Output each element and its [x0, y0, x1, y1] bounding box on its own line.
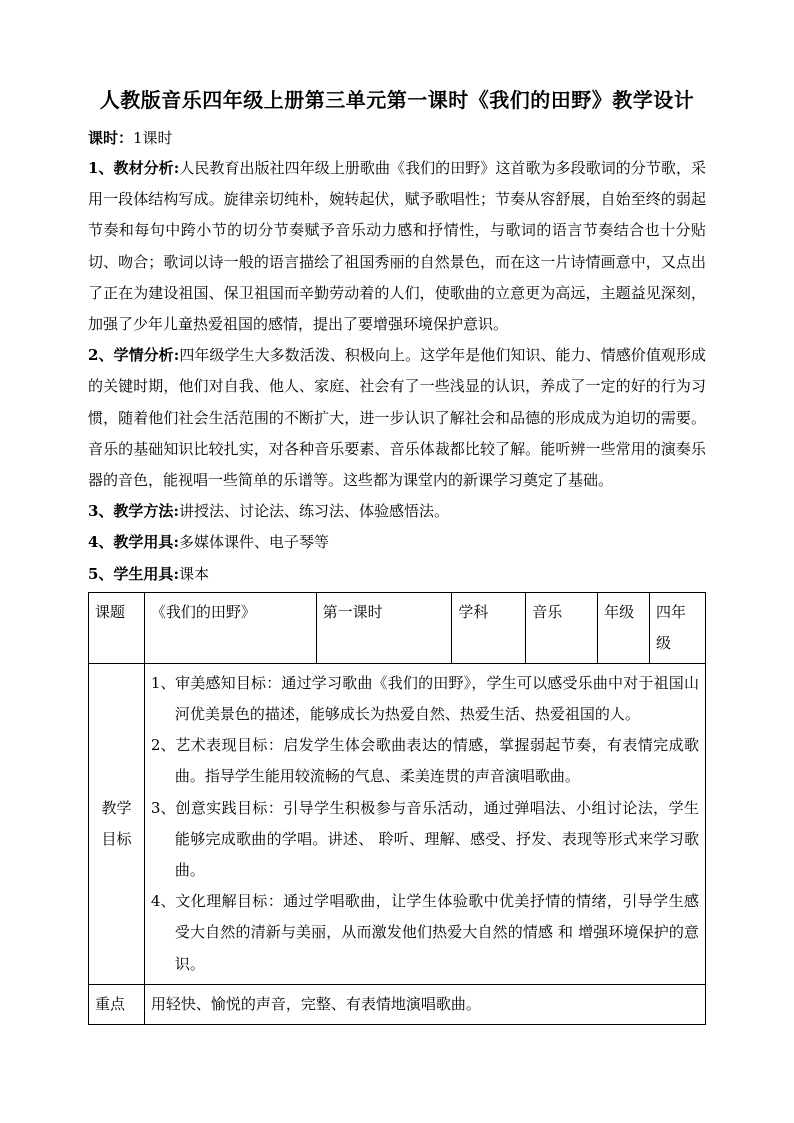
section-text: 多媒体课件、电子琴等 — [178, 533, 329, 552]
section-label: 3、教学方法: — [88, 502, 179, 521]
goals-label-cell: 教学目标 — [89, 663, 145, 984]
key-value-cell: 用轻快、愉悦的声音，完整、有表情地演唱歌曲。 — [144, 984, 705, 1024]
goal-item — [151, 793, 699, 887]
goal-number: 4、 — [150, 892, 176, 911]
section-text: 课本 — [178, 564, 209, 583]
goal-text: 艺术表现目标：启发学生体会歌曲表达的情感，掌握弱起节奏，有表情完成歌曲。指导学生能用较流畅的气息、柔美连贯的声音演唱歌曲。 — [174, 736, 699, 786]
goal-number: 3、 — [150, 798, 176, 817]
section-text: 四年级学生大多数活泼、积极向上。这学年是他们知识、能力、情感价值观形成的关键时期，他们对自我、他人、家庭、社会有了一些浅显的认识，养成了一定的好的行为习惯，随着他们社会生活范围的不断扩大，进一步认识了解社会和品德的形成成为迫切的需要。音乐的基础知识比较扎实，对各种音乐要素、音乐体裁都比较了解。能听辨一些常用的演奏乐器的音色，能视唱一些简单的乐谱等。这些都为课堂内的新课学习奠定了基础。 — [88, 346, 706, 490]
topic-value-cell: 《我们的田野》 — [144, 592, 316, 663]
table-row — [89, 984, 706, 1024]
goal-text: 文化理解目标：通过学唱歌曲，让学生体验歌中优美抒情的情绪，引导学生感受大自然的清新与美丽，从而激发他们热爱大自然的情感 和 增强环境保护的意识。 — [174, 892, 699, 973]
grade-value-cell: 四年级 — [650, 592, 706, 663]
section-textbook-analysis — [88, 153, 706, 340]
goal-item — [151, 668, 699, 730]
section-label: 4、教学用具: — [88, 533, 179, 552]
section-teaching-aids — [88, 527, 706, 558]
goal-text: 审美感知目标：通过学习歌曲《我们的田野》，学生可以感受乐曲中对于祖国山河优美景色的描述，能够成长为热爱自然、热爱生活、热爱祖国的人。 — [174, 673, 699, 724]
goal-item — [151, 730, 699, 792]
goal-text: 创意实践目标：引导学生积极参与音乐活动，通过弹唱法、小组讨论法，学生能够完成歌曲的学唱。讲述、 聆听、理解、感受、抒发、表现等形式来学习歌曲。 — [174, 798, 699, 880]
key-label-cell: 重点 — [89, 984, 145, 1024]
section-label: 2、学情分析: — [88, 346, 180, 365]
lesson-plan-table — [88, 592, 706, 1025]
class-hours-label: 课时： — [88, 129, 134, 147]
class-hours-value: 1课时 — [133, 129, 173, 147]
document-page — [88, 84, 706, 1025]
lesson-cell: 第一课时 — [316, 592, 452, 663]
subject-label-cell: 学科 — [452, 592, 526, 663]
goals-cell — [144, 663, 705, 984]
section-text: 人民教育出版社四年级上册歌曲《我们的田野》这首歌为多段歌词的分节歌，采用一段体结构写成。旋律亲切纯朴，婉转起伏，赋予歌唱性；节奏从容舒展，自始至终的弱起节奏和每句中跨小节的切分节奏赋予音乐动力感和抒情性，与歌词的语言节奏结合也十分贴切、吻合；歌词以诗一般的语言描绘了祖国秀丽的自然景色，而在这一片诗情画意中，又点出了正在为建设祖国、保卫祖国而辛勤劳动着的人们，使歌曲的立意更为高远，主题益见深刻，加强了少年儿童热爱祖国的感情，提出了要增强环境保护意识。 — [88, 159, 706, 334]
table-row — [89, 592, 706, 663]
section-student-analysis — [88, 340, 706, 496]
subject-value-cell: 音乐 — [526, 592, 598, 663]
section-text: 讲授法、讨论法、练习法、体验感悟法。 — [178, 502, 449, 521]
table-row — [89, 663, 706, 984]
section-teaching-methods — [88, 496, 706, 527]
goal-number: 1、 — [150, 673, 176, 692]
class-hours-line — [88, 123, 706, 153]
document-title: 人教版音乐四年级上册第三单元第一课时《我们的田野》教学设计 — [99, 88, 695, 112]
section-label: 1、教材分析: — [88, 159, 180, 177]
goal-item — [151, 886, 699, 980]
section-label: 5、学生用具: — [88, 564, 179, 583]
section-student-supplies — [88, 559, 706, 590]
goal-number: 2、 — [150, 736, 176, 755]
grade-label-cell: 年级 — [598, 592, 650, 663]
topic-label-cell: 课题 — [89, 592, 145, 663]
